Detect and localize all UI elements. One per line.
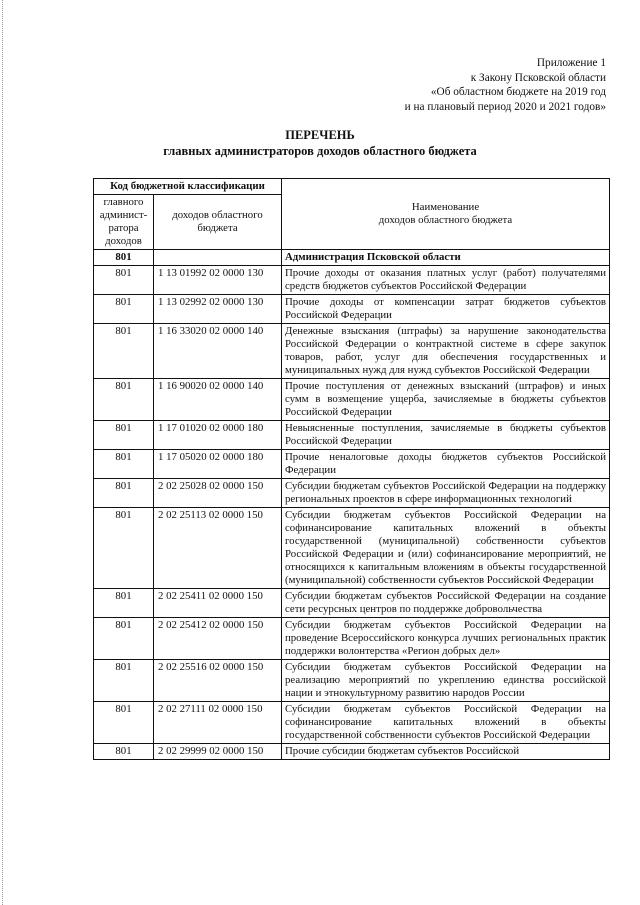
table-row	[94, 266, 610, 295]
section-name-cell: Администрация Псковской области	[282, 250, 610, 266]
appendix-block	[405, 56, 606, 114]
row-name-cell: Прочие неналоговые доходы бюджетов субъектов Российской Федерации	[282, 450, 610, 479]
row-name-cell: Прочие поступления от денежных взысканий (штрафов) и иных сумм в возмещение ущерба, зачисляемые в бюджеты субъектов Российской Федерации	[282, 379, 610, 421]
table-row	[94, 702, 610, 744]
table-row	[94, 508, 610, 589]
row-name-cell: Прочие доходы от оказания платных услуг (работ) получателями средств бюджетов субъектов Российской Федерации	[282, 266, 610, 295]
row-admin-cell: 801	[94, 421, 154, 450]
administrators-table	[93, 178, 610, 760]
row-code-cell: 1 17 01020 02 0000 180	[154, 421, 282, 450]
header-name-line: доходов областного бюджета	[378, 214, 513, 226]
appendix-line: и на плановый период 2020 и 2021 годов»	[404, 100, 606, 113]
appendix-line: Приложение 1	[536, 57, 606, 69]
title-sub: главных администраторов доходов областного бюджета	[163, 144, 477, 158]
row-name-cell: Невыясненные поступления, зачисляемые в бюджеты субъектов Российской Федерации	[282, 421, 610, 450]
header-row	[94, 179, 610, 195]
row-admin-cell: 801	[94, 379, 154, 421]
row-code-cell: 2 02 25516 02 0000 150	[154, 660, 282, 702]
row-code-cell: 1 13 01992 02 0000 130	[154, 266, 282, 295]
row-name-cell: Денежные взыскания (штрафы) за нарушение законодательства Российской Федерации о контрактной системе в сфере закупок товаров, работ, услуг для обеспечения государственных и муниципальных нужд для нужд субъектов Российской Федерации	[282, 324, 610, 379]
table-row	[94, 324, 610, 379]
row-code-cell: 2 02 25411 02 0000 150	[154, 589, 282, 618]
row-admin-cell: 801	[94, 508, 154, 589]
section-admin-cell: 801	[94, 250, 154, 266]
header-code-cell: доходов областного бюджета	[154, 195, 282, 250]
row-admin-cell: 801	[94, 618, 154, 660]
section-row	[94, 250, 610, 266]
row-code-cell: 2 02 27111 02 0000 150	[154, 702, 282, 744]
row-admin-cell: 801	[94, 266, 154, 295]
table-row	[94, 660, 610, 702]
table-row	[94, 618, 610, 660]
row-admin-cell: 801	[94, 479, 154, 508]
row-code-cell: 1 16 33020 02 0000 140	[154, 324, 282, 379]
row-name-cell: Субсидии бюджетам субъектов Российской Федерации на создание сети ресурсных центров по поддержке добровольчества	[282, 589, 610, 618]
row-name-cell: Субсидии бюджетам субъектов Российской Федерации на реализацию мероприятий по укреплению единства российской нации и этнокультурному развитию народов России	[282, 660, 610, 702]
row-admin-cell: 801	[94, 744, 154, 760]
appendix-line: к Закону Псковской области	[470, 71, 606, 84]
row-admin-cell: 801	[94, 295, 154, 324]
appendix-line: «Об областном бюджете на 2019 год	[430, 86, 606, 98]
title-main: ПЕРЕЧЕНЬ	[285, 128, 355, 142]
header-admin-cell: главного админист-ратора доходов	[94, 195, 154, 250]
table-row	[94, 744, 610, 760]
row-code-cell: 2 02 29999 02 0000 150	[154, 744, 282, 760]
document-title	[0, 127, 640, 159]
row-admin-cell: 801	[94, 702, 154, 744]
row-name-cell: Субсидии бюджетам субъектов Российской Федерации на софинансирование капитальных вложений в объекты государственной (муниципальной) собственности субъектов Российской Федерации и (или) софинансирование мероприятий, не относящихся к капитальным вложениям в объекты государственной (муниципальной) собственности субъектов Российской Федерации	[282, 508, 610, 589]
row-code-cell: 2 02 25412 02 0000 150	[154, 618, 282, 660]
row-admin-cell: 801	[94, 450, 154, 479]
row-code-cell: 1 13 02992 02 0000 130	[154, 295, 282, 324]
row-name-cell: Субсидии бюджетам субъектов Российской Федерации на поддержку региональных проектов в сфере информационных технологий	[282, 479, 610, 508]
table-row	[94, 450, 610, 479]
table-row	[94, 589, 610, 618]
row-name-cell: Субсидии бюджетам субъектов Российской Федерации на софинансирование капитальных вложений в объекты государственной собственности субъектов Российской Федерации	[282, 702, 610, 744]
row-name-cell: Прочие субсидии бюджетам субъектов Российской	[282, 744, 610, 760]
header-group-cell: Код бюджетной классификации	[94, 179, 282, 195]
header-name-line: Наименование	[411, 201, 480, 213]
row-code-cell: 2 02 25113 02 0000 150	[154, 508, 282, 589]
table-row	[94, 379, 610, 421]
table-row	[94, 295, 610, 324]
row-name-cell: Прочие доходы от компенсации затрат бюджетов субъектов Российской Федерации	[282, 295, 610, 324]
row-code-cell: 1 17 05020 02 0000 180	[154, 450, 282, 479]
row-code-cell: 2 02 25028 02 0000 150	[154, 479, 282, 508]
table-row	[94, 479, 610, 508]
section-empty-cell	[154, 250, 282, 266]
row-code-cell: 1 16 90020 02 0000 140	[154, 379, 282, 421]
header-name-cell	[282, 179, 610, 250]
row-admin-cell: 801	[94, 660, 154, 702]
row-admin-cell: 801	[94, 324, 154, 379]
row-name-cell: Субсидии бюджетам субъектов Российской Федерации на проведение Всероссийского конкурса лучших региональных практик поддержки волонтерства «Регион добрых дел»	[282, 618, 610, 660]
row-admin-cell: 801	[94, 589, 154, 618]
table-row	[94, 421, 610, 450]
